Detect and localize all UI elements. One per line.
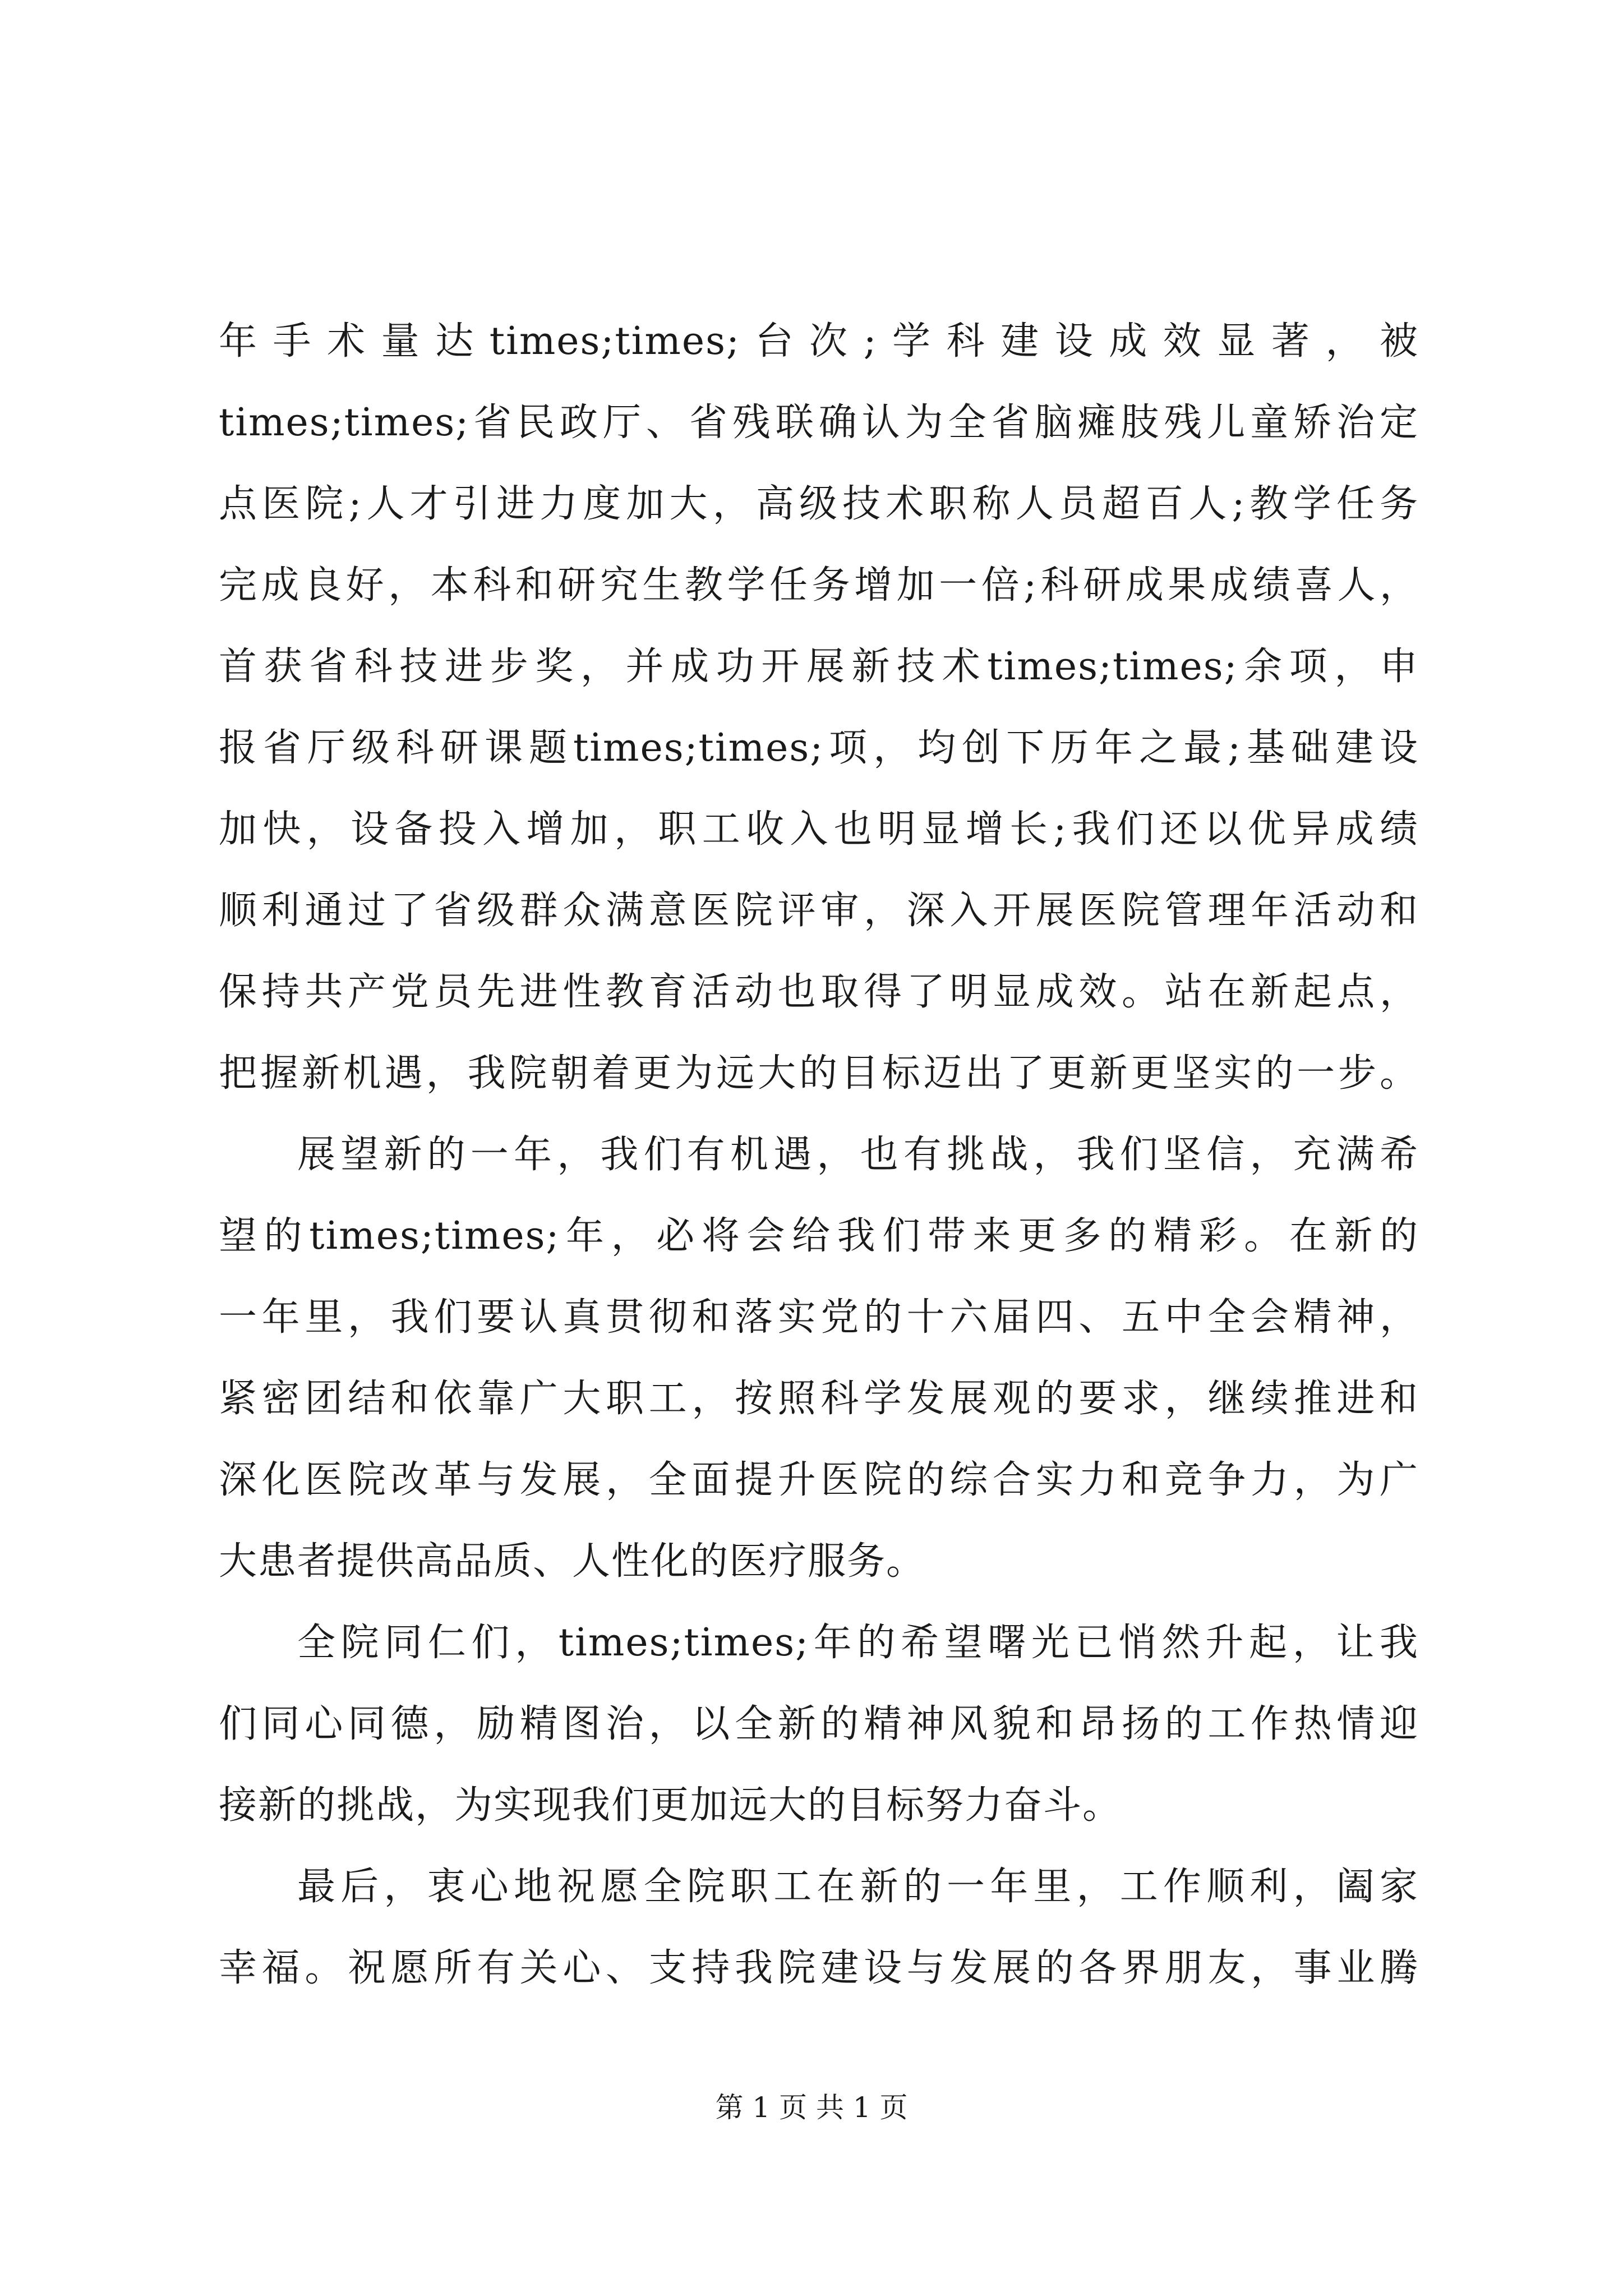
text-line: 完成良好，本科和研究生教学任务增加一倍;科研成果成绩喜人， bbox=[219, 563, 1419, 608]
text-line: 紧密团结和依靠广大职工，按照科学发展观的要求，继续推进和 bbox=[219, 1377, 1419, 1421]
paragraph-last-line: 接新的挑战，为实现我们更加远大的目标努力奋斗。 bbox=[219, 1783, 1122, 1828]
paragraph-last-line: 大患者提供高品质、人性化的医疗服务。 bbox=[219, 1539, 926, 1584]
text-line: 点医院;人才引进力度加大，高级技术职称人员超百人;教学任务 bbox=[219, 482, 1419, 526]
text-line: 望的times;times;年，必将会给我们带来更多的精彩。在新的 bbox=[219, 1214, 1419, 1258]
page-footer: 第 1 页 共 1 页 bbox=[715, 2091, 908, 2124]
text-line: times;times;省民政厅、省残联确认为全省脑瘫肢残儿童矫治定 bbox=[219, 401, 1419, 445]
text-line: 报省厅级科研课题times;times;项，均创下历年之最;基础建设 bbox=[219, 726, 1419, 770]
text-line: 保持共产党员先进性教育活动也取得了明显成效。站在新起点， bbox=[219, 970, 1419, 1014]
text-line: 年手术量达times;times;台次;学科建设成效显著，被 bbox=[219, 319, 1419, 364]
text-line: 幸福。祝愿所有关心、支持我院建设与发展的各界朋友，事业腾 bbox=[219, 1946, 1419, 1990]
text-line: 一年里，我们要认真贯彻和落实党的十六届四、五中全会精神， bbox=[219, 1295, 1419, 1340]
paragraph-first-line: 最后，衷心地祝愿全院职工在新的一年里，工作顺利，阖家 bbox=[297, 1865, 1419, 1909]
paragraph-first-line: 展望新的一年，我们有机遇，也有挑战，我们坚信，充满希 bbox=[297, 1133, 1419, 1177]
paragraph-first-line: 全院同仁们，times;times;年的希望曙光已悄然升起，让我 bbox=[297, 1621, 1419, 1665]
text-line: 顺利通过了省级群众满意医院评审，深入开展医院管理年活动和 bbox=[219, 889, 1419, 933]
text-line: 们同心同德，励精图治，以全新的精神风貌和昂扬的工作热情迎 bbox=[219, 1702, 1419, 1746]
text-line: 加快，设备投入增加，职工收入也明显增长;我们还以优异成绩 bbox=[219, 807, 1419, 852]
text-line: 把握新机遇，我院朝着更为远大的目标迈出了更新更坚实的一步。 bbox=[219, 1051, 1419, 1096]
document-body bbox=[219, 301, 1419, 2009]
text-line: 深化医院改革与发展，全面提升医院的综合实力和竞争力，为广 bbox=[219, 1458, 1419, 1502]
text-line: 首获省科技进步奖，并成功开展新技术times;times;余项，申 bbox=[219, 645, 1419, 689]
